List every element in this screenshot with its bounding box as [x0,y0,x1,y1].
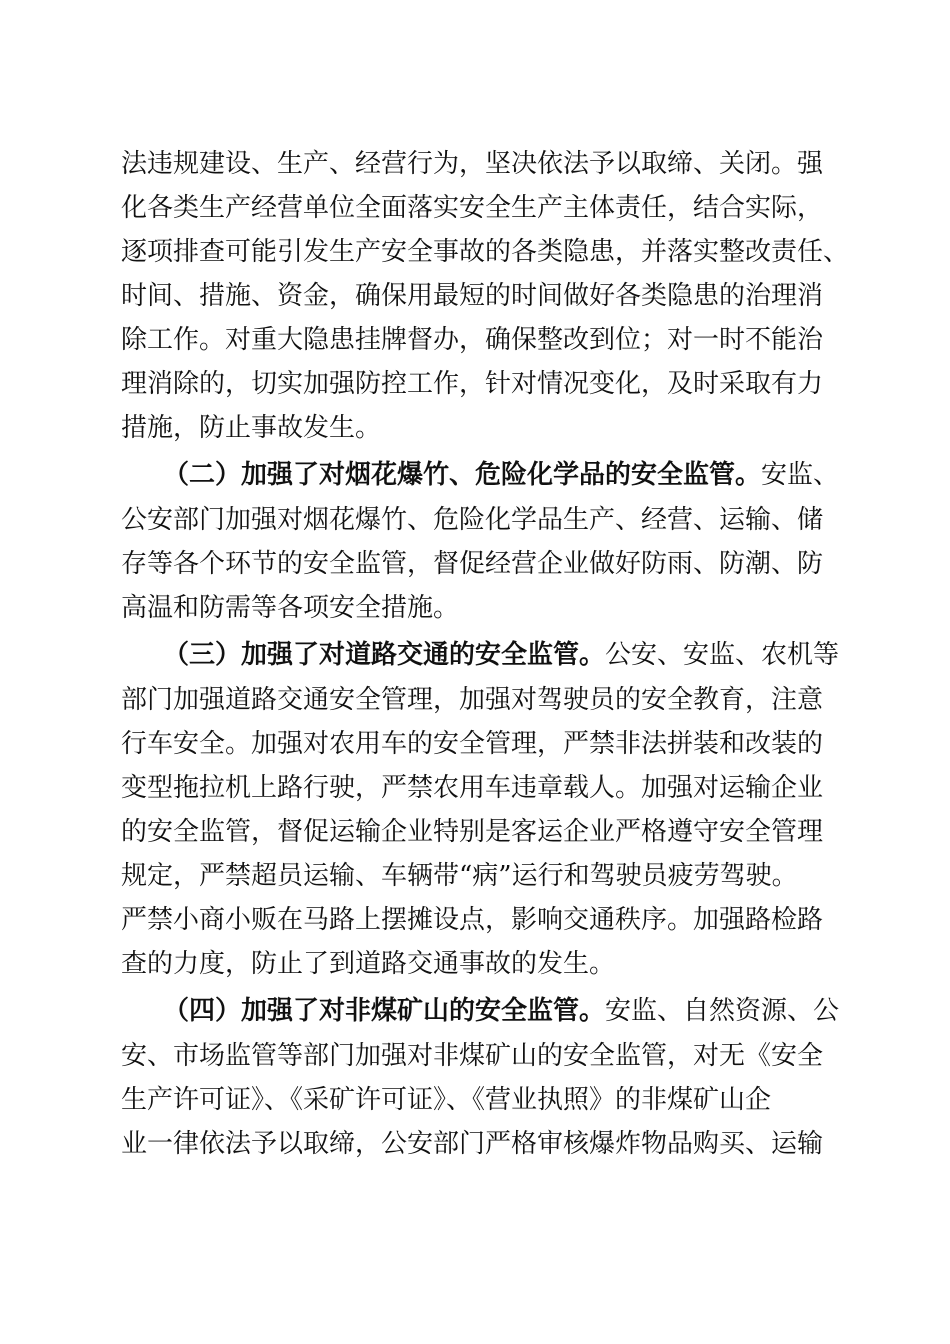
text-fragment: 公安、安监、农机等 [605,640,840,670]
text-line: 规定，严禁超员运输、车辆带“病”运行和驾驶员疲劳驾驶。 [121,861,798,891]
text-line: 存等各个环节的安全监管，督促经营企业做好防雨、防潮、防 [121,549,824,579]
text-line: 措施，防止事故发生。 [121,413,382,443]
text-line: 时间、措施、资金，确保用最短的时间做好各类隐患的治理消 [121,281,824,311]
text-line: 的安全监管，督促运输企业特别是客运企业严格遵守安全管理 [121,817,824,847]
text-line: 严禁小商小贩在马路上摆摊设点，影响交通秩序。加强路检路 [121,905,824,935]
text-line: 生产许可证》、《采矿许可证》、《营业执照》的非煤矿山企 [121,1085,772,1115]
text-line: 行车安全。加强对农用车的安全管理，严禁非法拼装和改装的 [121,729,824,759]
text-line: 法违规建设、生产、经营行为，坚决依法予以取缔、关闭。强 [121,149,824,179]
text-line: 安、市场监管等部门加强对非煤矿山的安全监管，对无《安全 [121,1041,824,1071]
text-line: 除工作。对重大隐患挂牌督办，确保整改到位；对一时不能治 [121,325,824,355]
text-line: 部门加强道路交通安全管理，加强对驾驶员的安全教育，注意 [121,685,824,715]
text-line: 查的力度，防止了到道路交通事故的发生。 [121,949,616,979]
paragraph-2-first-line [163,460,839,490]
text-fragment: 安监、自然资源、公 [605,996,840,1026]
text-line: 逐项排查可能引发生产安全事故的各类隐患，并落实整改责任、 [121,237,850,267]
text-fragment: 安监、 [761,460,840,490]
paragraph-4-first-line [163,996,839,1026]
text-line: 业一律依法予以取缔，公安部门严格审核爆炸物品购买、运输 [121,1129,824,1159]
text-line: 公安部门加强对烟花爆竹、危险化学品生产、经营、运输、储 [121,505,824,535]
paragraph-3-first-line [163,640,839,670]
section-heading-2: （二）加强了对烟花爆竹、危险化学品的安全监管。 [163,460,762,490]
section-heading-4: （四）加强了对非煤矿山的安全监管。 [163,996,606,1026]
section-heading-3: （三）加强了对道路交通的安全监管。 [163,640,606,670]
text-line: 变型拖拉机上路行驶，严禁农用车违章载人。加强对运输企业 [121,773,824,803]
text-line: 化各类生产经营单位全面落实安全生产主体责任，结合实际， [121,193,824,223]
text-line: 高温和防需等各项安全措施。 [121,593,460,623]
text-line: 理消除的，切实加强防控工作，针对情况变化，及时采取有力 [121,369,824,399]
